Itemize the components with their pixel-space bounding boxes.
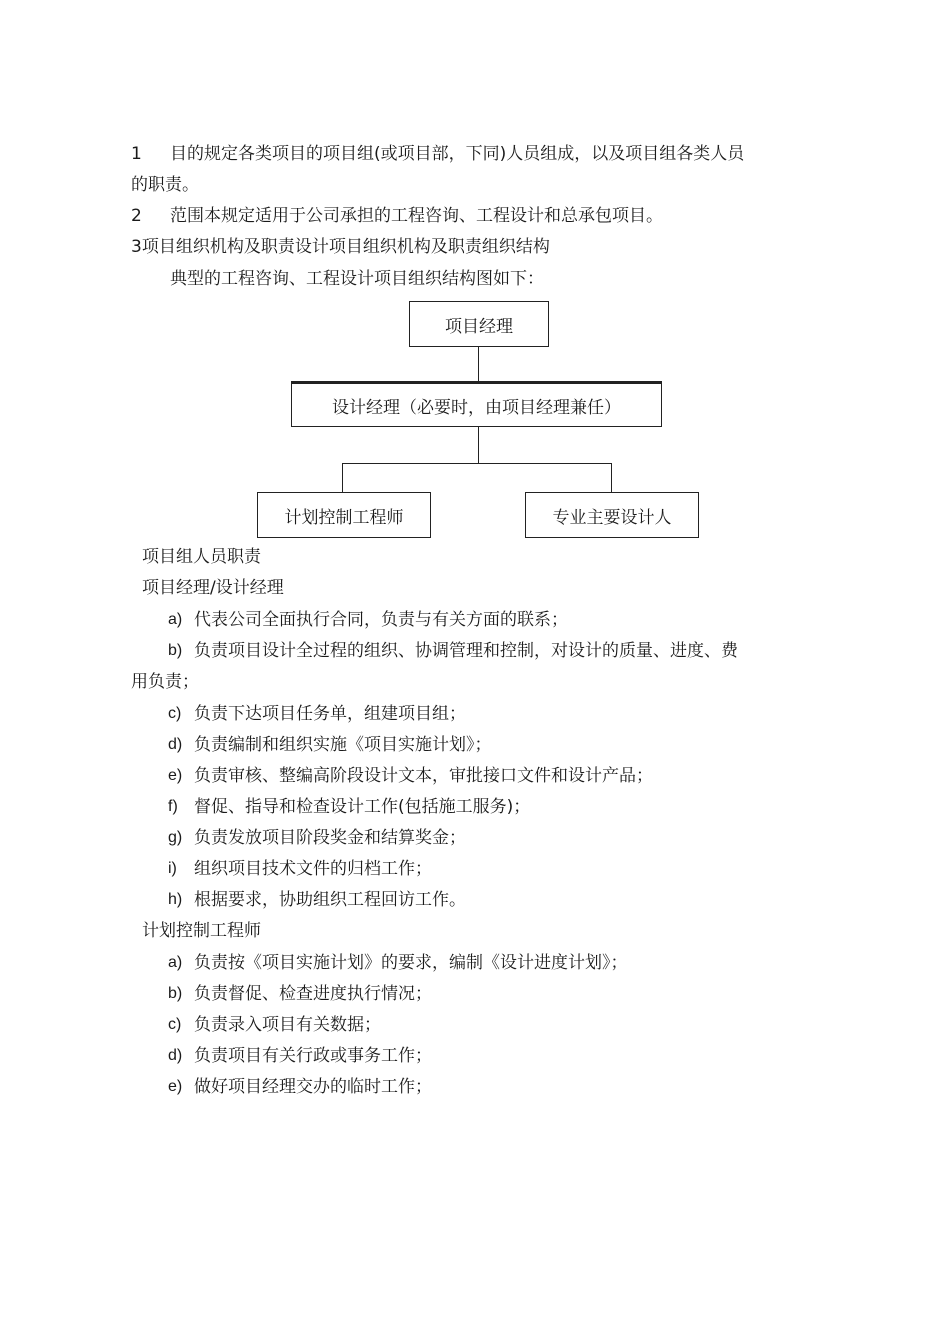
duties-heading: 项目组人员职责 bbox=[142, 547, 261, 567]
pm-item-label: f) bbox=[168, 798, 178, 815]
pm-item-label: e) bbox=[168, 767, 183, 784]
pc-item-text: 负责项目有关行政或事务工作； bbox=[194, 1046, 432, 1066]
section-2-text: 范围本规定适用于公司承担的工程咨询、工程设计和总承包项目。 bbox=[170, 206, 663, 226]
org-node-project-manager bbox=[409, 301, 549, 347]
org-node-lead-designer bbox=[525, 492, 699, 538]
section-1-number: 1 bbox=[131, 144, 142, 164]
org-node-design-manager bbox=[291, 381, 662, 427]
org-node-project-manager-label: 项目经理 bbox=[445, 316, 513, 337]
connector-middle-down bbox=[478, 427, 479, 463]
pm-item-label: b) bbox=[168, 642, 183, 659]
section-2-number: 2 bbox=[131, 206, 142, 226]
pc-item-text: 负责督促、检查进度执行情况； bbox=[194, 984, 432, 1004]
pm-heading: 项目经理/设计经理 bbox=[142, 578, 284, 598]
section-1-text: 目的规定各类项目的项目组(或项目部，下同)人员组成，以及项目组各类人员 bbox=[170, 144, 745, 164]
org-node-planning-engineer-label: 计划控制工程师 bbox=[284, 507, 404, 528]
pm-item-text: 根据要求，协助组织工程回访工作。 bbox=[194, 890, 466, 910]
pc-item-text: 做好项目经理交办的临时工作； bbox=[194, 1077, 432, 1097]
pm-item-label: g) bbox=[168, 829, 183, 846]
pc-item-label: a) bbox=[168, 954, 183, 971]
pc-item-label: e) bbox=[168, 1078, 183, 1095]
connector-left-down bbox=[342, 463, 343, 492]
org-node-lead-designer-label: 专业主要设计人 bbox=[552, 507, 672, 528]
pm-item-text: 督促、指导和检查设计工作(包括施工服务)； bbox=[194, 797, 531, 817]
pc-item-label: b) bbox=[168, 985, 183, 1002]
pc-item-label: d) bbox=[168, 1047, 183, 1064]
pm-item-text: 负责下达项目任务单，组建项目组； bbox=[194, 704, 466, 724]
pm-item-text: 负责审核、整编高阶段设计文本，审批接口文件和设计产品； bbox=[194, 766, 653, 786]
pm-item-text: 负责编制和组织实施《项目实施计划》； bbox=[194, 735, 492, 755]
org-chart-intro: 典型的工程咨询、工程设计项目组织结构图如下： bbox=[170, 269, 544, 289]
pc-item-text: 负责录入项目有关数据； bbox=[194, 1015, 381, 1035]
section-3-heading: 3项目组织机构及职责设计项目组织机构及职责组织结构 bbox=[131, 237, 550, 257]
pm-item-label: a) bbox=[168, 611, 183, 628]
pm-item-text: 负责项目设计全过程的组织、协调管理和控制，对设计的质量、进度、费 bbox=[194, 641, 738, 661]
pc-heading: 计划控制工程师 bbox=[142, 921, 261, 941]
pm-item-label: h) bbox=[168, 891, 183, 908]
connector-branch bbox=[342, 463, 612, 464]
pm-item-label: i) bbox=[168, 860, 177, 877]
pm-item-label: d) bbox=[168, 736, 183, 753]
org-node-planning-engineer bbox=[257, 492, 431, 538]
pm-item-text: 代表公司全面执行合同，负责与有关方面的联系； bbox=[194, 610, 568, 630]
pm-item-continuation: 用负责； bbox=[131, 672, 199, 692]
org-node-design-manager-label: 设计经理（必要时，由项目经理兼任） bbox=[332, 397, 621, 418]
pm-item-label: c) bbox=[168, 705, 182, 722]
pc-item-label: c) bbox=[168, 1016, 182, 1033]
section-1-continuation: 的职责。 bbox=[131, 175, 199, 195]
connector-top-middle bbox=[478, 347, 479, 381]
pm-item-text: 组织项目技术文件的归档工作； bbox=[194, 859, 432, 879]
pm-item-text: 负责发放项目阶段奖金和结算奖金； bbox=[194, 828, 466, 848]
pc-item-text: 负责按《项目实施计划》的要求，编制《设计进度计划》； bbox=[194, 953, 628, 973]
connector-right-down bbox=[611, 463, 612, 492]
